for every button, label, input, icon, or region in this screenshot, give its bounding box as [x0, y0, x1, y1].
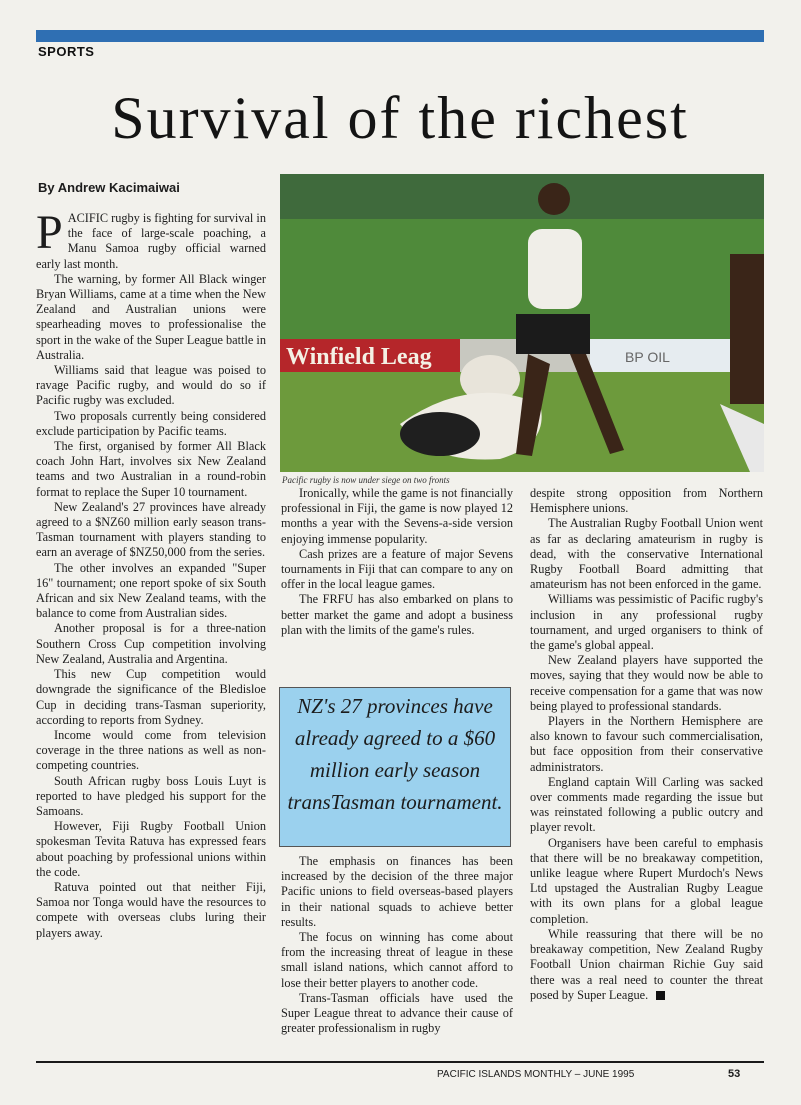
lead-text: ACIFIC rugby is fighting for survival in the face of large-scale poaching, a Manu Samoa rugby official warned early last month. — [36, 211, 266, 271]
pull-quote: NZ's 27 provinces have already agreed to a $60 million early season transTasman tournament. — [279, 687, 511, 847]
paragraph: Cash prizes are a feature of major Sevens tournaments in Fiji that can compare to any on offer in the local league games. — [281, 546, 513, 592]
final-paragraph-text: While reassuring that there will be no breakaway competition, New Zealand Rugby Football Union chairman Richie Guy said there was a real need to counter the threat posed by Super League. — [530, 926, 763, 1002]
paragraph: The warning, by former All Black winger Bryan Williams, came at a time when the New Zealand and Australian unions were spearheading moves to professionalise the sport in the wake of the Super League battle in Australia. — [36, 271, 266, 362]
footer-publication: PACIFIC ISLANDS MONTHLY – JUNE 1995 — [437, 1069, 635, 1080]
section-label: SPORTS — [38, 44, 95, 59]
ad-board-winfield: Winfield Leag — [286, 344, 432, 370]
paragraph: The first, organised by former All Black coach John Hart, involves six New Zealand teams and two Australian in a round-robin format to replace the Super 10 tournament. — [36, 439, 266, 499]
paragraph: The focus on winning has come about from the increasing threat of league in these small island nations, which cannot afford to lose their better players to another code. — [281, 930, 513, 990]
article-column-2 — [281, 486, 513, 638]
paragraph: The Australian Rugby Football Union went as far as declaring amateurism in rugby is dead, with the conservative International Rugby Football Board admitting that amateurism has not been enforced in the game. — [530, 516, 763, 592]
photo-caption: Pacific rugby is now under siege on two fronts — [282, 475, 450, 485]
article-column-1 — [36, 206, 266, 941]
paragraph: However, Fiji Rugby Football Union spokesman Tevita Ratuva has expressed fears about poaching by professional unions within the code. — [36, 819, 266, 879]
paragraph: despite strong opposition from Northern Hemisphere unions. — [530, 486, 763, 516]
paragraph: Ratuva pointed out that neither Fiji, Samoa nor Tonga would have the resources to compete with overseas clubs luring their players away. — [36, 879, 266, 940]
ad-board-bp: BP OIL — [625, 349, 670, 365]
paragraph: England captain Will Carling was sacked over comments made regarding the issue but was reinstated following a public outcry and player revolt. — [530, 774, 763, 835]
end-mark-icon — [656, 991, 665, 1000]
article-column-2-continued — [281, 854, 513, 1036]
paragraph: Income would come from television coverage in the three nations as well as non-competing countries. — [36, 727, 266, 773]
paragraph: Two proposals currently being considered exclude participation by Pacific teams. — [36, 408, 266, 438]
paragraph: South African rugby boss Louis Luyt is reported to have pledged his support for the Samoans. — [36, 773, 266, 818]
article-column-3 — [530, 486, 763, 1003]
paragraph: Organisers have been careful to emphasis that there will be no breakaway competition, unlike league where Rupert Murdoch's News Ltd upstaged the Australian Rugby League with its own plans for a global league completion. — [530, 835, 763, 926]
footer-rule — [36, 1061, 764, 1063]
paragraph: This new Cup competition would downgrade the significance of the Bledisloe Cup in deciding trans-Tasman superiority, according to reports from Sydney. — [36, 667, 266, 727]
rugby-photo — [280, 174, 764, 472]
paragraph: Another proposal is for a three-nation Southern Cross Cup competition involving New Zealand, Australia and Argentina. — [36, 621, 266, 666]
lead-paragraph — [36, 206, 266, 272]
headline: Survival of the richest — [111, 85, 689, 151]
paragraph: New Zealand players have supported the moves, saying that they would now be able to receive compensation for a game that was now being played to professional standards. — [530, 653, 763, 713]
paragraph: Williams was pessimistic of Pacific rugby's inclusion in any professional rugby tournament, and urged organisers to think of the game's global appeal. — [530, 592, 763, 653]
rugby-photo-image — [280, 174, 764, 472]
drop-cap: P — [36, 206, 63, 259]
final-paragraph — [530, 927, 763, 1003]
paragraph: New Zealand's 27 provinces have already agreed to a $NZ60 million early season trans-Tasman tournament with players standing to earn an average of $NZ50,000 from the series. — [36, 499, 266, 560]
paragraph: Players in the Northern Hemisphere are also known to favour such commercialisation, but face opposition from their conservative administrators. — [530, 714, 763, 774]
section-color-band — [36, 30, 764, 42]
byline: By Andrew Kacimaiwai — [38, 180, 180, 195]
paragraph: The other involves an expanded "Super 16" tournament; one report spoke of six South African and six New Zealand teams, with the balance to come from Australian sides. — [36, 560, 266, 621]
paragraph: Trans-Tasman officials have used the Super League threat to advance their cause of greater professionalism in rugby — [281, 990, 513, 1036]
page-number: 53 — [728, 1068, 741, 1080]
paragraph: Williams said that league was poised to ravage Pacific rugby, and would do so if Pacific rugby was excluded. — [36, 363, 266, 408]
paragraph: Ironically, while the game is not financially professional in Fiji, the game is now played 12 months a year with the Sevens-a-side version enjoying immense popularity. — [281, 486, 513, 546]
paragraph: The FRFU has also embarked on plans to better market the game and adopt a business plan with the limits of the game's rules. — [281, 592, 513, 637]
paragraph: The emphasis on finances has been increased by the decision of the three major Pacific unions to field overseas-based players in their national squads to achieve better results. — [281, 854, 513, 929]
